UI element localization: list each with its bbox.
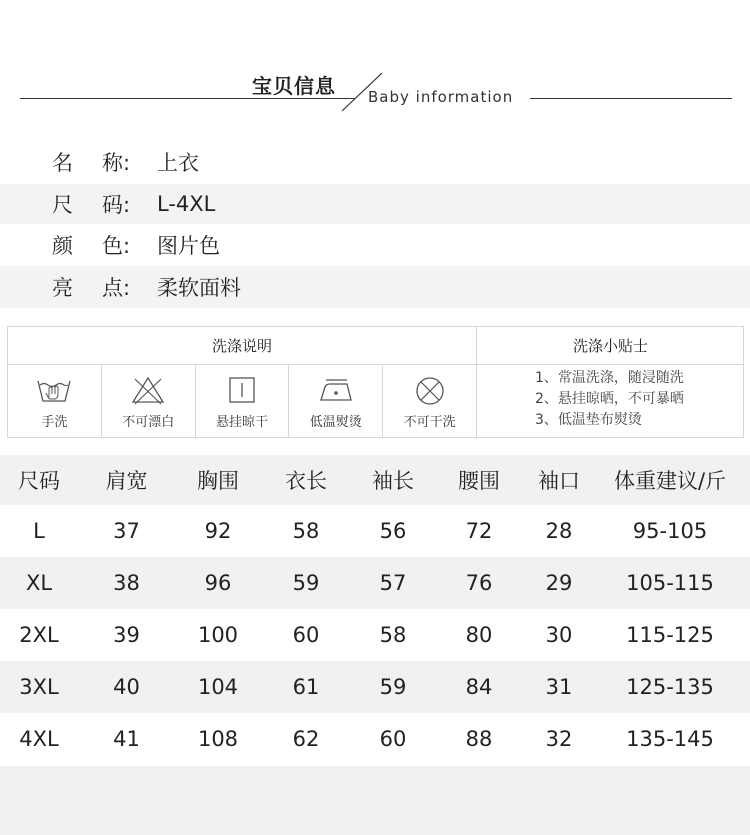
table-row [0, 557, 750, 609]
table-cell: 105-115 [626, 571, 714, 595]
info-row-name [0, 140, 750, 184]
info-key: 称: [102, 151, 131, 175]
table-cell: 32 [545, 727, 573, 751]
table-header-cell: 胸围 [197, 469, 239, 493]
table-header-cell: 袖口 [538, 469, 580, 493]
table-cell: 92 [204, 519, 232, 543]
table-cell: 59 [379, 675, 407, 699]
hang-dry-icon [227, 375, 257, 405]
table-cell: 41 [113, 727, 140, 751]
info-row-highlight [0, 266, 750, 308]
table-cell: 3XL [19, 675, 59, 699]
table-cell: 84 [465, 675, 493, 699]
wash-label: 手洗 [41, 415, 68, 430]
no-dry-clean-icon [414, 375, 446, 407]
info-row-size [0, 184, 750, 224]
info-key: 码: [102, 193, 131, 217]
table-cell: 4XL [19, 727, 59, 751]
info-value: 上衣 [157, 151, 199, 175]
wash-instructions-title: 洗涤说明 [8, 327, 477, 365]
table-cell: 96 [204, 571, 232, 595]
table-cell: 62 [292, 727, 320, 751]
table-cell: 58 [292, 519, 320, 543]
bottom-band [0, 766, 750, 835]
size-table [0, 455, 750, 765]
info-value: L-4XL [157, 192, 216, 216]
wash-cell-hand-wash [8, 365, 102, 438]
table-cell: 30 [545, 623, 573, 647]
wash-tip: 3、低温垫布熨烫 [535, 412, 642, 428]
table-cell: 31 [545, 675, 573, 699]
wash-cell-no-dry-clean [383, 365, 476, 438]
info-key: 亮 [52, 276, 73, 300]
info-key: 尺 [52, 193, 73, 217]
table-cell: 100 [197, 623, 239, 647]
table-cell: 58 [379, 623, 407, 647]
table-cell: 38 [113, 571, 140, 595]
table-cell: L [33, 519, 45, 543]
table-cell: 59 [292, 571, 320, 595]
wash-tip: 2、悬挂晾晒，不可暴晒 [535, 391, 684, 407]
table-row [0, 713, 750, 765]
info-value: 柔软面料 [157, 276, 241, 300]
section-header [0, 0, 750, 130]
info-key: 名 [52, 151, 73, 175]
wash-tip: 1、常温洗涤，随浸随洗 [535, 370, 684, 386]
table-cell: 60 [379, 727, 407, 751]
table-cell: 60 [292, 623, 320, 647]
table-cell: 61 [292, 675, 320, 699]
wash-label: 低温熨烫 [309, 415, 362, 430]
table-cell: 125-135 [626, 675, 714, 699]
product-info [0, 140, 750, 308]
wash-tips-list [477, 365, 744, 438]
wash-cell-low-iron [289, 365, 383, 438]
header-divider-right [530, 98, 732, 99]
wash-label: 悬挂晾干 [215, 415, 268, 430]
wash-icon-row [8, 365, 477, 438]
table-row [0, 661, 750, 713]
info-key: 点: [102, 276, 131, 300]
info-value: 图片色 [157, 234, 220, 258]
table-cell: 56 [379, 519, 407, 543]
table-row [0, 505, 750, 557]
table-header-row [0, 455, 750, 505]
table-cell: 2XL [19, 623, 59, 647]
table-cell: XL [25, 571, 53, 595]
table-cell: 115-125 [626, 623, 714, 647]
hand-wash-icon [35, 375, 73, 405]
info-key: 颜 [52, 234, 73, 258]
table-cell: 28 [545, 519, 573, 543]
table-header-cell: 袖长 [372, 469, 414, 493]
table-header-cell: 腰围 [458, 469, 500, 493]
table-header-cell: 体重建议/斤 [613, 469, 727, 493]
table-row [0, 609, 750, 661]
no-bleach-icon [131, 375, 165, 405]
header-title-en: Baby information [368, 88, 514, 106]
info-row-color [0, 224, 750, 266]
table-cell: 88 [465, 727, 493, 751]
table-header-cell: 尺码 [18, 469, 60, 493]
wash-tips-title: 洗涤小贴士 [477, 327, 744, 365]
table-cell: 37 [113, 519, 140, 543]
table-cell: 29 [545, 571, 573, 595]
wash-care-card [7, 326, 744, 438]
table-cell: 40 [113, 675, 140, 699]
table-cell: 39 [113, 623, 140, 647]
wash-cell-no-bleach [102, 365, 196, 438]
table-cell: 72 [465, 519, 493, 543]
info-key: 色: [102, 234, 131, 258]
wash-label: 不可干洗 [403, 415, 456, 430]
table-cell: 80 [465, 623, 493, 647]
table-cell: 104 [197, 675, 239, 699]
low-iron-icon [317, 375, 355, 405]
wash-cell-hang-dry [196, 365, 290, 438]
wash-label: 不可漂白 [122, 415, 175, 430]
table-cell: 95-105 [632, 519, 708, 543]
table-cell: 135-145 [626, 727, 714, 751]
table-cell: 108 [197, 727, 239, 751]
table-cell: 57 [379, 571, 407, 595]
table-header-cell: 衣长 [285, 469, 327, 493]
table-cell: 76 [465, 571, 493, 595]
header-title-cn: 宝贝信息 [252, 74, 336, 98]
table-header-cell: 肩宽 [105, 469, 148, 493]
